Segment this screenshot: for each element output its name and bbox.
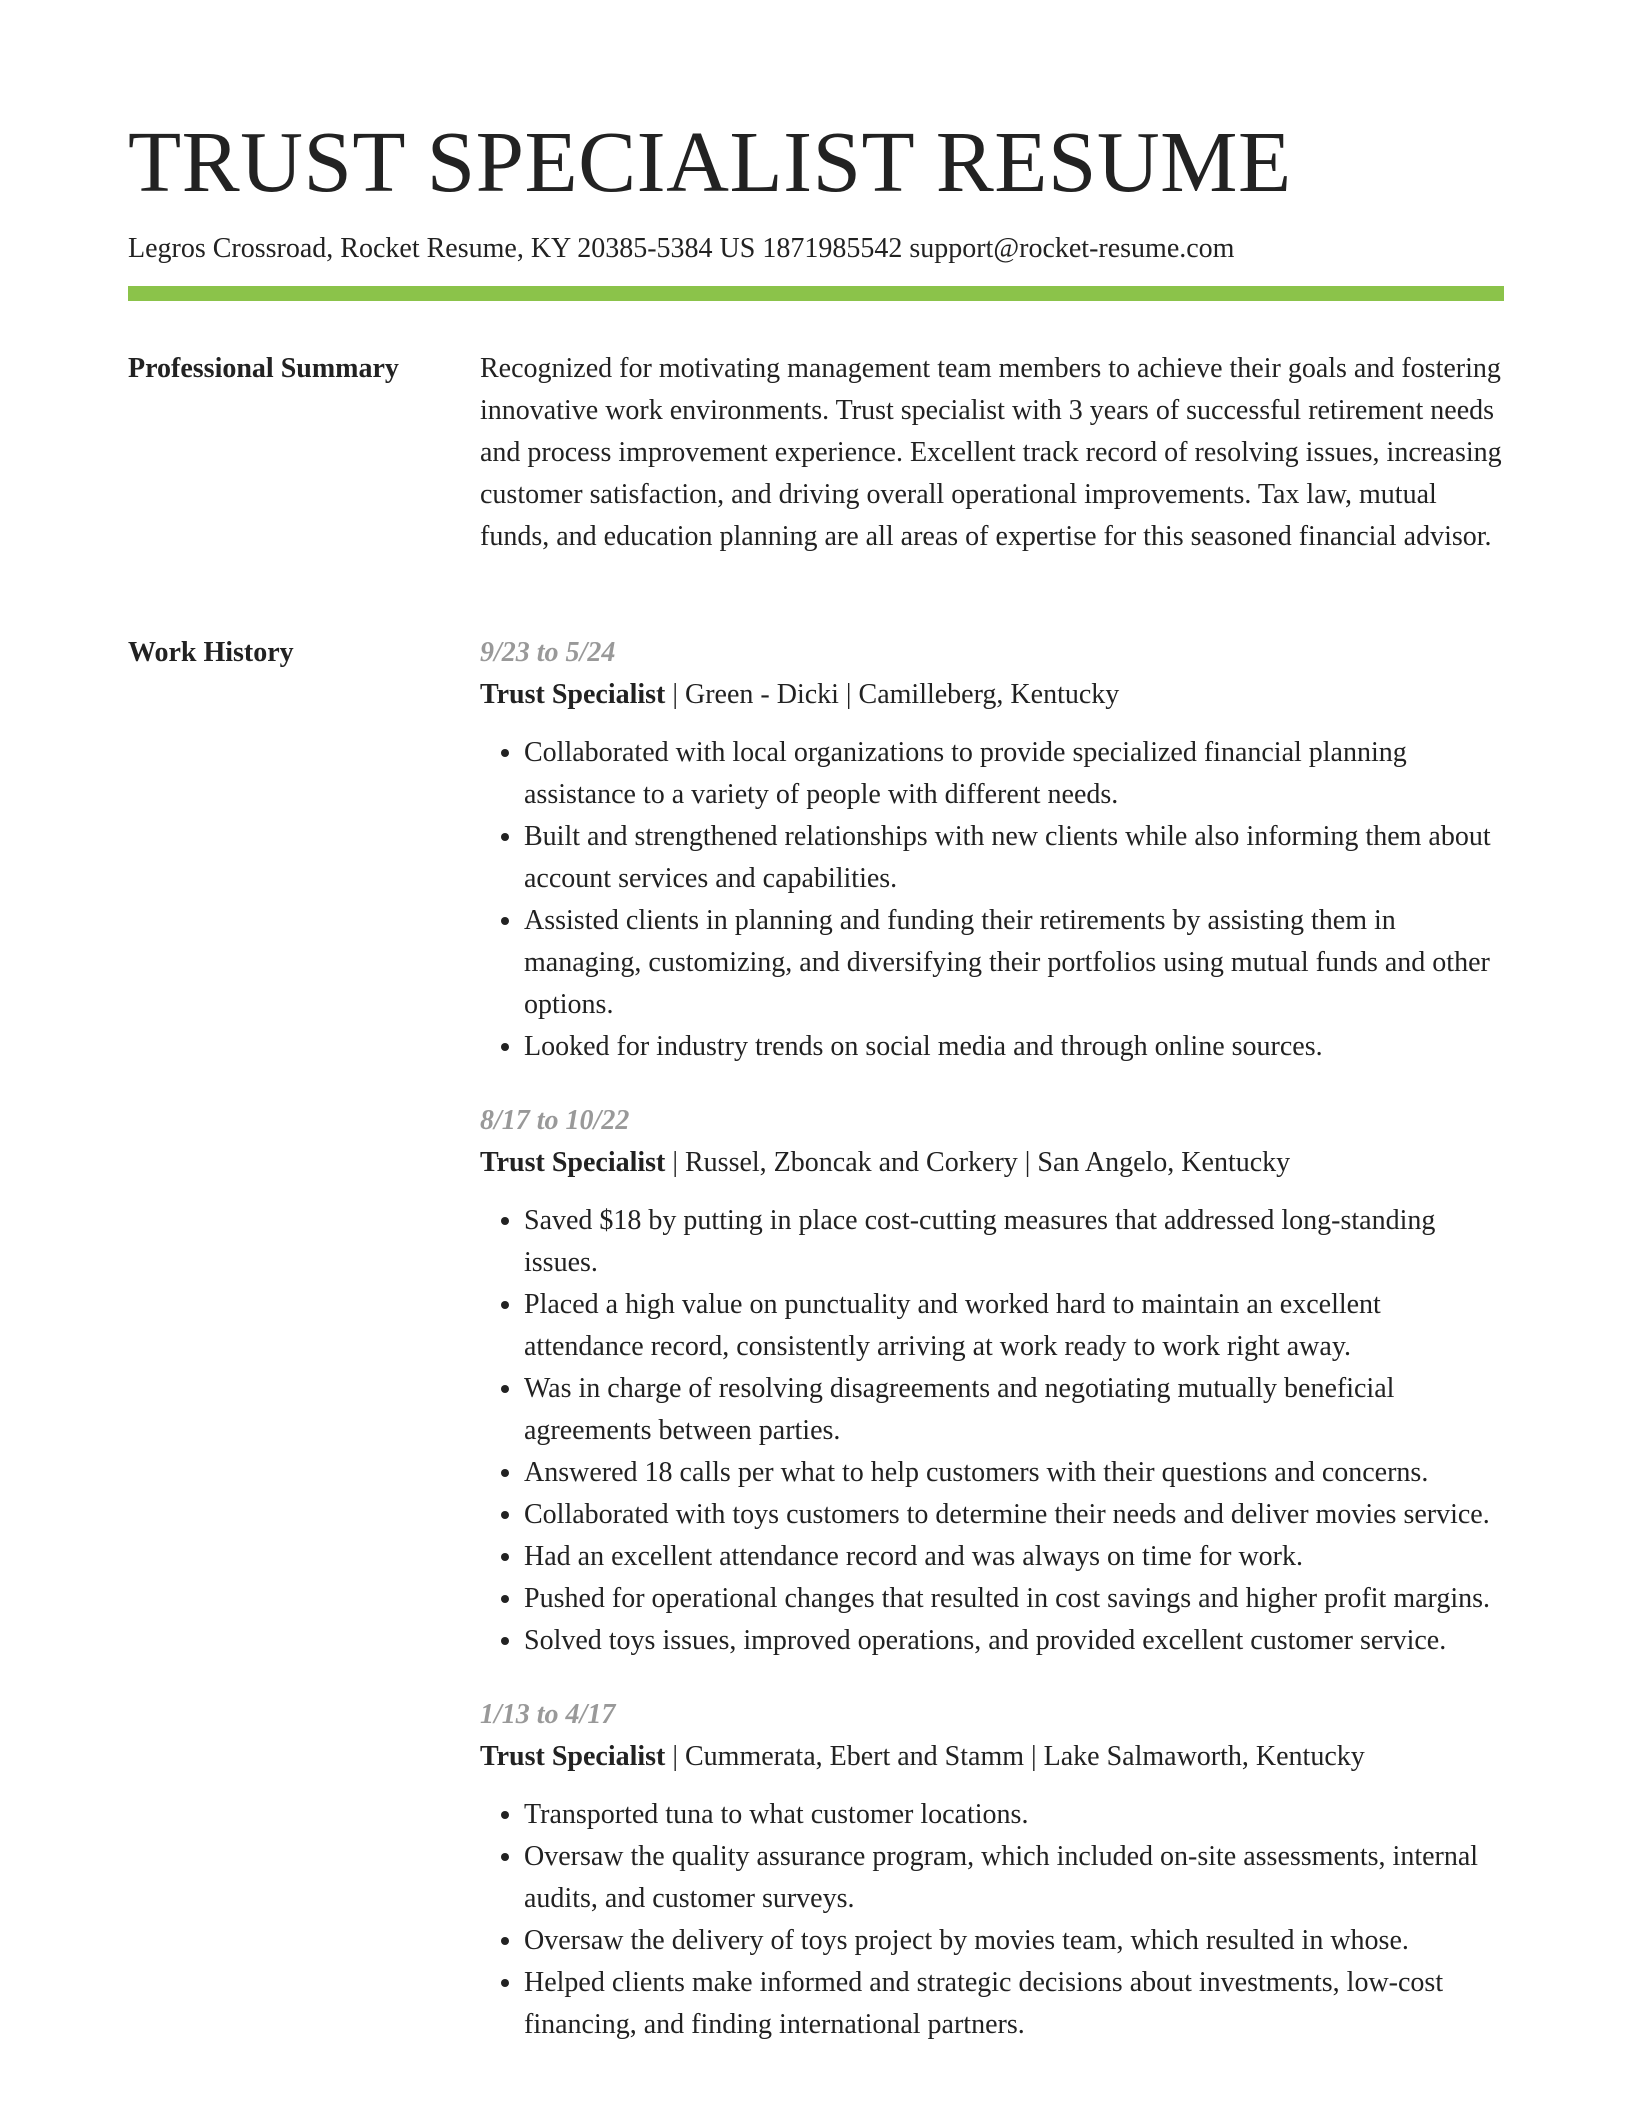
job-bullet: • Answered 18 calls per what to help customers with their questions and concerns. [524, 1452, 1504, 1494]
job-bullet: • Collaborated with toys customers to determine their needs and deliver movies service. [524, 1494, 1504, 1536]
job-dates: 9/23 to 5/24 [480, 637, 616, 668]
job-dates: 1/13 to 4/17 [480, 1699, 616, 1730]
job-bullet: • Looked for industry trends on social media and through online sources. [524, 1026, 1504, 1068]
job-bullet: • Was in charge of resolving disagreements and negotiating mutually beneficial agreements between parties. [524, 1368, 1504, 1452]
job-employer-location: | Cummerata, Ebert and Stamm | Lake Salmaworth, Kentucky [665, 1741, 1365, 1772]
job-dates: 8/17 to 10/22 [480, 1105, 630, 1136]
resume-title: TRUST SPECIALIST RESUME [128, 113, 1292, 210]
job-bullet: • Oversaw the quality assurance program, which included on-site assessments, internal audits, and customer surveys. [524, 1836, 1504, 1920]
job-bullet: • Placed a high value on punctuality and worked hard to maintain an excellent attendance record, consistently arriving at work ready to work right away. [524, 1284, 1504, 1368]
job-bullet: • Transported tuna to what customer locations. [524, 1794, 1504, 1836]
summary-text: Recognized for motivating management team members to achieve their goals and fostering innovative work environments. Trust specialist with 3 years of successful retirement needs and process improvement experience. Excellent track record of resolving issues, increasing customer satisfaction, and driving overall operational improvements. Tax law, mutual funds, and education planning are all areas of expertise for this seasoned financial advisor. [480, 353, 1502, 552]
job-bullet-list [480, 1794, 1504, 2046]
job-entry [480, 1694, 1504, 2046]
job-heading [480, 1736, 1504, 1778]
job-bullet-list [480, 1200, 1504, 1662]
job-heading [480, 674, 1504, 716]
accent-divider [128, 286, 1504, 301]
job-bullet: • Collaborated with local organizations to provide specialized financial planning assistance to a variety of people with different needs. [524, 732, 1504, 816]
job-bullet: • Oversaw the delivery of toys project by movies team, which resulted in whose. [524, 1920, 1504, 1962]
job-title: Trust Specialist [480, 679, 666, 710]
job-bullet: • Helped clients make informed and strategic decisions about investments, low-cost financing, and finding international partners. [524, 1962, 1504, 2046]
contact-line: Legros Crossroad, Rocket Resume, KY 20385-5384 US 1871985542 support@rocket-resume.com [128, 233, 1235, 264]
job-entry [480, 632, 1504, 1068]
job-bullet: • Had an excellent attendance record and was always on time for work. [524, 1536, 1504, 1578]
job-title: Trust Specialist [480, 1147, 666, 1178]
job-employer-location: | Russel, Zboncak and Corkery | San Angelo, Kentucky [665, 1147, 1291, 1178]
job-bullet: • Assisted clients in planning and funding their retirements by assisting them in managing, customizing, and diversifying their portfolios using mutual funds and other options. [524, 900, 1504, 1026]
job-bullet: • Saved $18 by putting in place cost-cutting measures that addressed long-standing issues. [524, 1200, 1504, 1284]
section-label-work-history: Work History [128, 637, 294, 668]
job-heading [480, 1142, 1504, 1184]
job-bullet: • Pushed for operational changes that resulted in cost savings and higher profit margins. [524, 1578, 1504, 1620]
job-bullet: • Solved toys issues, improved operations, and provided excellent customer service. [524, 1620, 1504, 1662]
job-entry [480, 1100, 1504, 1662]
job-bullet: • Built and strengthened relationships with new clients while also informing them about account services and capabilities. [524, 816, 1504, 900]
section-label-professional-summary: Professional Summary [128, 353, 399, 384]
job-bullet-list [480, 732, 1504, 1068]
job-employer-location: | Green - Dicki | Camilleberg, Kentucky [665, 679, 1120, 710]
work-history-entries [480, 632, 1504, 2078]
job-title: Trust Specialist [480, 1741, 666, 1772]
